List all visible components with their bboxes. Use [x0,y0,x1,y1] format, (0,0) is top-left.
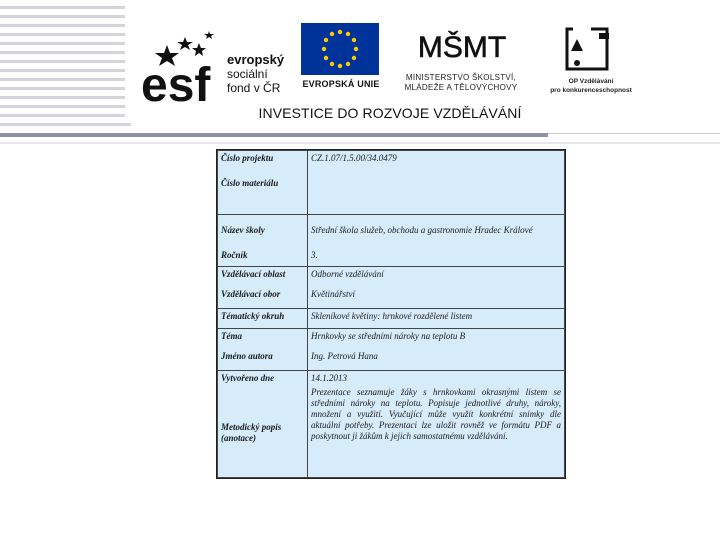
label-jmeno-autora: Jméno autora [221,351,273,361]
msmt-logo-text: MŠMT [417,31,507,64]
table-row [218,329,565,371]
logo-banner [131,15,649,128]
msmt-logo [417,19,507,71]
value-tematicky-okruh: Skleníkové květiny: hrnkové rozdělené listem [311,311,473,321]
op-logo [559,23,621,75]
value-cislo-projektu: CZ.1.07/1.5.00/34.0479 [311,153,397,163]
msmt-line2: MLÁDEŽE A TĚLOVÝCHOVY [404,83,518,92]
label-cislo-materialu: Číslo materiálu [221,178,279,188]
value-vytvoreno-dne: 14.1.2013 [311,373,347,383]
tagline: INVESTICE DO ROZVOJE VZDĚLÁVÁNÍ [258,105,522,121]
eu-flag-icon [301,23,379,75]
label-vzdelavaci-oblast: Vzdělávací oblast [221,269,286,279]
op-line2: pro konkurenceschopnost [550,87,632,94]
project-info-table [216,149,566,479]
value-jmeno-autora: Ing. Petrová Hana [311,351,378,361]
label-nazev-skoly: Název školy [221,225,265,235]
msmt-label [385,73,537,93]
esf-logo [139,21,227,112]
esf-caption [227,53,284,95]
msmt-line1: MINISTERSTVO ŠKOLSTVÍ, [405,73,517,82]
accent-line [548,133,720,134]
op-line1: OP Vzdělávání [568,78,614,85]
table-row [218,371,565,478]
value-tema: Hrnkovky se středními nároky na teplotu B [311,331,466,341]
op-label [539,77,643,95]
esf-line1: evropský [227,52,285,67]
table-row [218,215,565,267]
table-row [218,151,565,215]
label-vytvoreno-dne: Vytvořeno dne [221,373,275,383]
table-row [218,267,565,309]
esf-line2: sociální [227,67,268,81]
label-tematicky-okruh: Tématický okruh [221,311,285,321]
esf-logo-text: esf [141,59,211,112]
label-tema: Téma [221,331,242,341]
label-cislo-projektu: Číslo projektu [221,153,274,163]
accent-bar [0,133,548,137]
eu-label: EVROPSKÁ UNIE [302,79,380,89]
value-vzdelavaci-obor: Květinářství [311,289,355,299]
value-nazev-skoly: Střední škola služeb, obchodu a gastronomie Hradec Králové [311,225,533,235]
table-row [218,309,565,329]
label-rocnik: Ročník [221,250,248,260]
value-rocnik: 3. [311,250,318,260]
esf-line3: fond v ČR [227,81,281,95]
value-vzdelavaci-oblast: Odborné vzdělávání [311,269,384,279]
label-vzdelavaci-obor: Vzdělávací obor [221,289,281,299]
label-metodicky-popis: Metodický popis (anotace) [221,422,282,443]
value-metodicky-popis: Prezentace seznamuje žáky s hrnkovkami okrasnými listem se středními nároky na teplotu. Popisuje jednotlivé druhy, nároky, množení a využití. Vyučující může využít konkrétní snímky dle aktuální potřeby. Prezentaci lze uložit rovněž ve formátu PDF a poskytnout ji žákům k jejich samostatnému vzdělávání. [311,387,561,441]
